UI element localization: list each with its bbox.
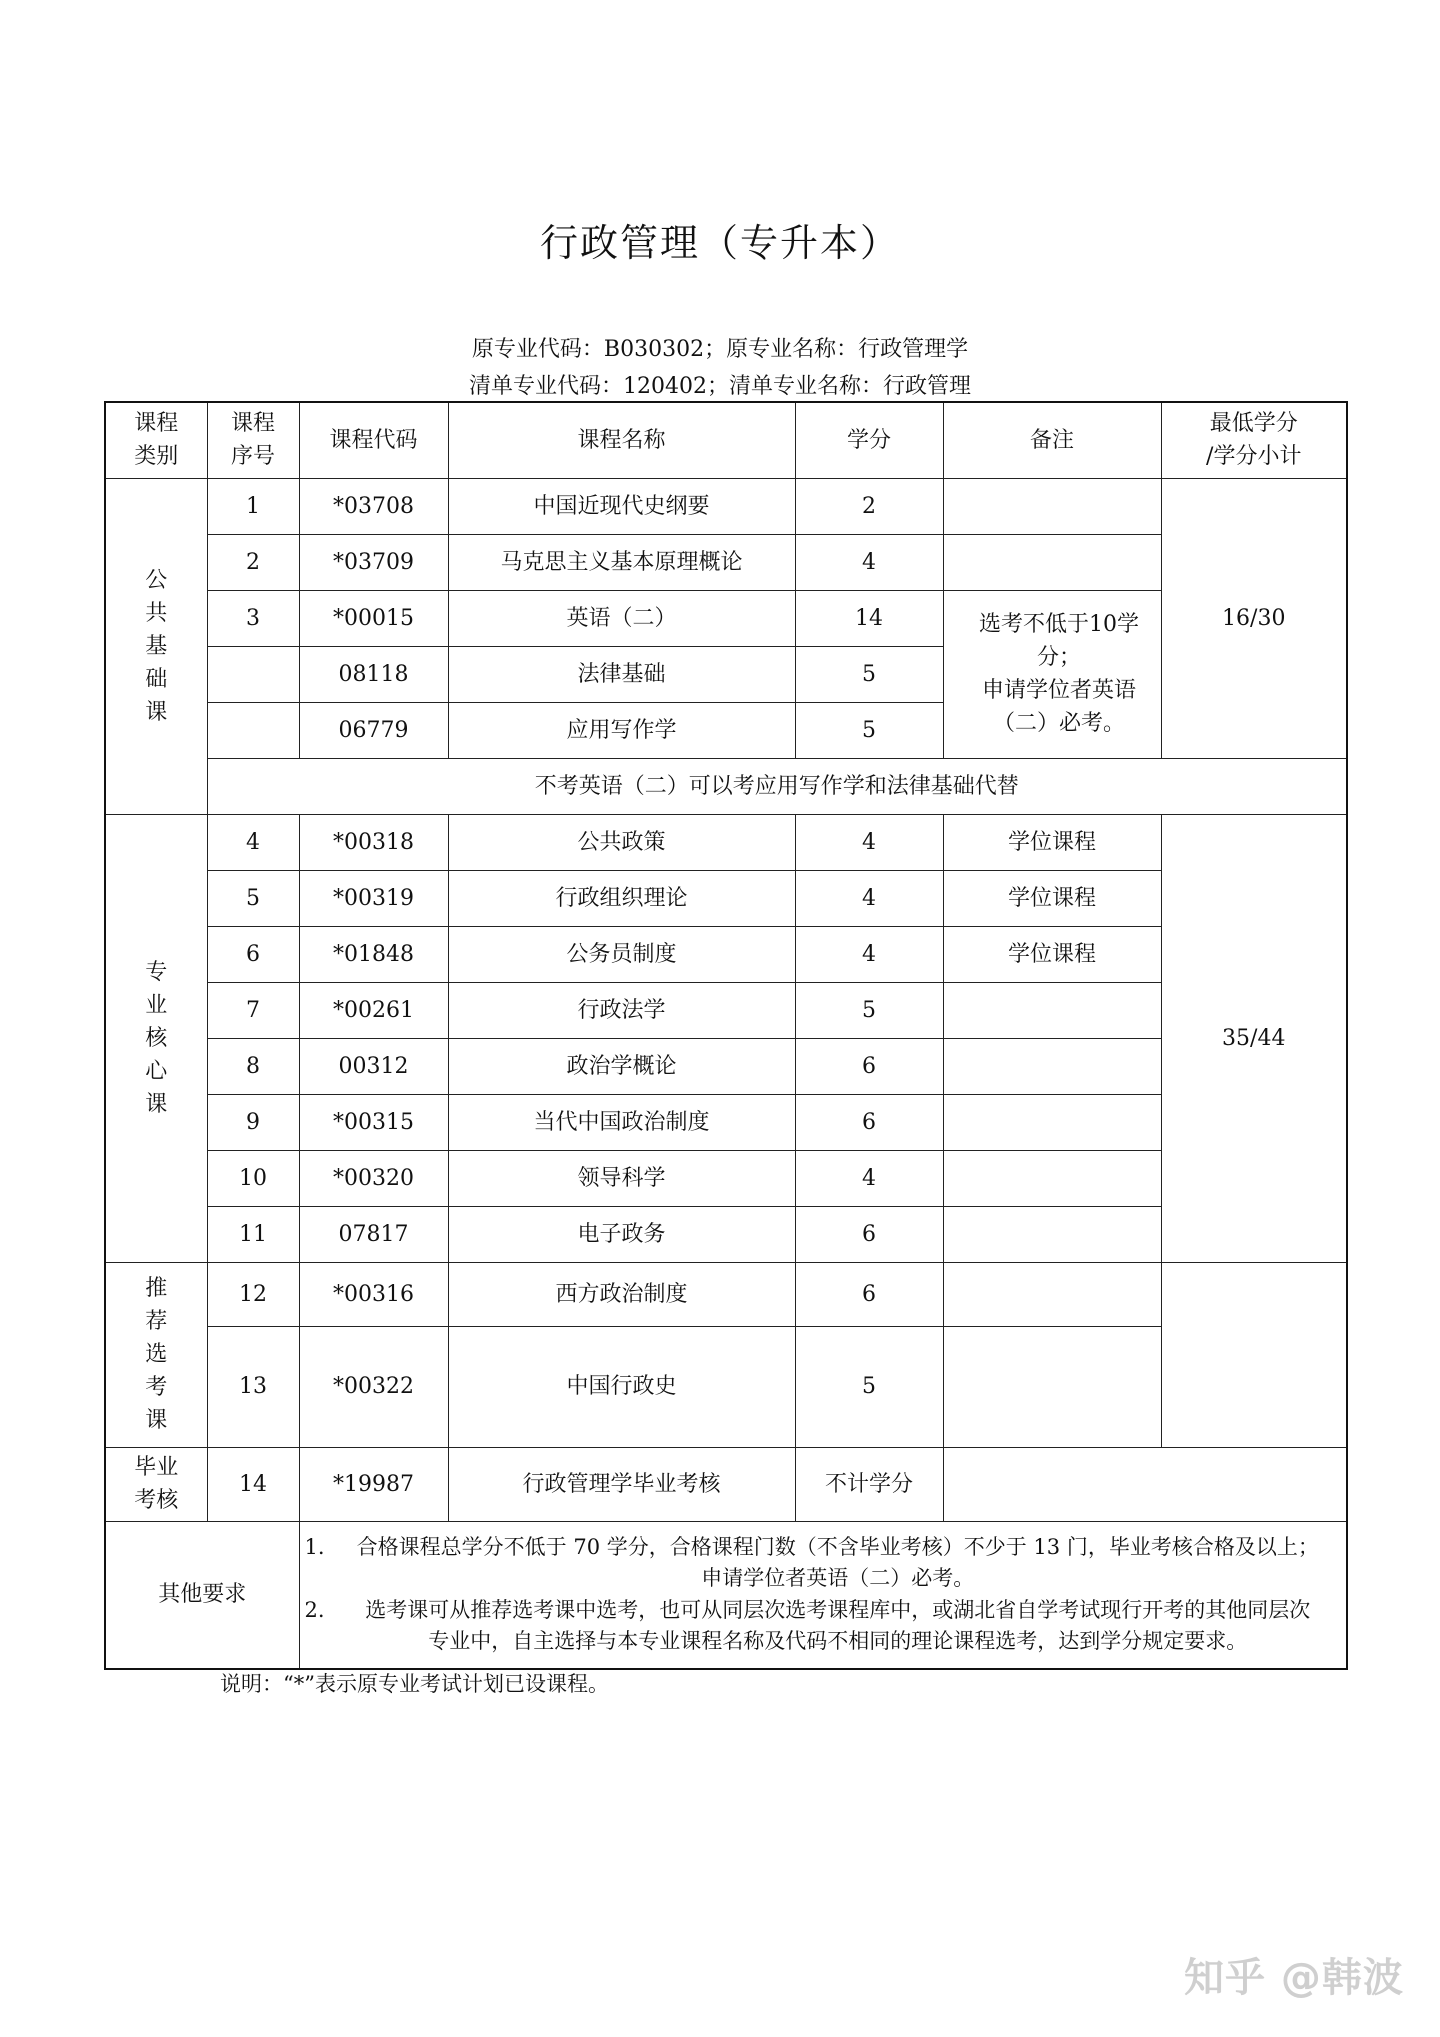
cell-code: *00318 [299,814,448,870]
cell-name: 中国行政史 [448,1326,795,1447]
cell-code: *00315 [299,1094,448,1150]
table-row [105,758,1347,814]
table-row [105,926,1347,982]
watermark: 知乎 @韩波 [1184,1955,1404,2001]
course-plan-table [104,401,1348,1670]
cell-name: 公共政策 [448,814,795,870]
cell-credit: 14 [795,590,943,646]
requirement-item: 1. 合格课程总学分不低于 70 学分，合格课程门数（不含毕业考核）不少于 13 门，毕业考核合格及以上； 申请学位者英语（二）必考。 [304,1534,1319,1591]
min-credit-elective [1161,1262,1347,1447]
table-row [105,1447,1347,1521]
cell-code: *00261 [299,982,448,1038]
cell-remark [943,1262,1161,1326]
other-requirements-label: 其他要求 [105,1521,299,1669]
cell-name: 马克思主义基本原理概论 [448,534,795,590]
cell-name: 西方政治制度 [448,1262,795,1326]
cell-remark: 学位课程 [943,926,1161,982]
cell-remark [943,982,1161,1038]
cell-credit: 6 [795,1094,943,1150]
cell-seq: 3 [207,590,299,646]
cell-code: 06779 [299,702,448,758]
cell-remark [943,1150,1161,1206]
cell-seq: 12 [207,1262,299,1326]
cell-seq: 8 [207,1038,299,1094]
cell-remark [943,1326,1161,1447]
table-row [105,982,1347,1038]
table-row [105,478,1347,534]
cell-name: 领导科学 [448,1150,795,1206]
other-requirements-text [299,1521,1347,1669]
table-row [105,870,1347,926]
cell-seq [207,646,299,702]
cell-code: *00320 [299,1150,448,1206]
table-row [105,1150,1347,1206]
table-row [105,1262,1347,1326]
cell-name: 行政组织理论 [448,870,795,926]
cell-credit: 6 [795,1206,943,1262]
cell-seq: 11 [207,1206,299,1262]
table-row [105,1038,1347,1094]
remark-public: 选考不低于10学分； 申请学位者英语 （二）必考。 [943,590,1161,758]
header-category: 课程 类别 [105,402,207,478]
cell-credit: 不计学分 [795,1447,943,1521]
cell-seq: 13 [207,1326,299,1447]
cell-remark: 学位课程 [943,814,1161,870]
cell-code: *00015 [299,590,448,646]
table-row [105,1206,1347,1262]
cell-credit: 5 [795,702,943,758]
header-code: 课程代码 [299,402,448,478]
min-credit-core: 35/44 [1161,814,1347,1262]
cell-credit: 4 [795,870,943,926]
cell-name: 英语（二） [448,590,795,646]
cell-credit: 4 [795,534,943,590]
cell-code: 00312 [299,1038,448,1094]
cell-name: 行政法学 [448,982,795,1038]
min-credit-public: 16/30 [1161,478,1347,758]
cell-seq: 1 [207,478,299,534]
original-major-code: 原专业代码：B030302；原专业名称：行政管理学 [471,337,969,362]
footnote: 说明：“*”表示原专业考试计划已设课程。 [220,1672,609,1696]
header-min-credit: 最低学分 /学分小计 [1161,402,1347,478]
cell-seq: 6 [207,926,299,982]
cell-remark: 学位课程 [943,870,1161,926]
cell-credit: 4 [795,1150,943,1206]
cell-seq [207,702,299,758]
cell-name: 中国近现代史纲要 [448,478,795,534]
cell-remark [943,1038,1161,1094]
cell-credit: 5 [795,646,943,702]
header-name: 课程名称 [448,402,795,478]
category-graduation: 毕业 考核 [105,1447,207,1521]
other-requirements-row [105,1521,1347,1669]
cell-name: 法律基础 [448,646,795,702]
header-seq: 课程 序号 [207,402,299,478]
cell-credit: 4 [795,926,943,982]
cell-name: 公务员制度 [448,926,795,982]
cell-code: *03709 [299,534,448,590]
table-row [105,534,1347,590]
cell-credit: 2 [795,478,943,534]
cell-remark [943,534,1161,590]
cell-code: *00316 [299,1262,448,1326]
cell-seq: 14 [207,1447,299,1521]
header-remark: 备注 [943,402,1161,478]
cell-seq: 4 [207,814,299,870]
public-substitution-note: 不考英语（二）可以考应用写作学和法律基础代替 [207,758,1347,814]
requirement-item: 2. 选考课可从推荐选考课中选考，也可从同层次选考课程库中，或湖北省自学考试现行开考的其他同层次 专业中，自主选择与本专业课程名称及代码不相同的理论课程选考，达到学分规定要求。 [304,1597,1311,1654]
cell-seq: 5 [207,870,299,926]
table-header-row [105,402,1347,478]
table-row [105,1326,1347,1447]
cell-seq: 9 [207,1094,299,1150]
category-elective: 推 荐 选 考 课 [105,1262,207,1447]
cell-code: *01848 [299,926,448,982]
cell-name: 电子政务 [448,1206,795,1262]
cell-name: 当代中国政治制度 [448,1094,795,1150]
table-row [105,590,1347,646]
list-major-code: 清单专业代码：120402；清单专业名称：行政管理 [469,374,971,399]
cell-seq: 2 [207,534,299,590]
cell-name: 应用写作学 [448,702,795,758]
category-public: 公 共 基 础 课 [105,478,207,814]
cell-code: 08118 [299,646,448,702]
cell-remark [943,1206,1161,1262]
cell-code: *19987 [299,1447,448,1521]
table-row [105,814,1347,870]
cell-remark [943,1094,1161,1150]
table-row [105,1094,1347,1150]
cell-code: 07817 [299,1206,448,1262]
cell-credit: 5 [795,982,943,1038]
header-credit: 学分 [795,402,943,478]
cell-code: *00322 [299,1326,448,1447]
cell-seq: 7 [207,982,299,1038]
cell-credit: 5 [795,1326,943,1447]
cell-empty [943,1447,1347,1521]
category-core: 专 业 核 心 课 [105,814,207,1262]
cell-code: *03708 [299,478,448,534]
page-title: 行政管理（专升本） [539,221,900,265]
cell-credit: 6 [795,1038,943,1094]
cell-remark [943,478,1161,534]
cell-credit: 4 [795,814,943,870]
cell-credit: 6 [795,1262,943,1326]
cell-name: 行政管理学毕业考核 [448,1447,795,1521]
cell-name: 政治学概论 [448,1038,795,1094]
cell-seq: 10 [207,1150,299,1206]
cell-code: *00319 [299,870,448,926]
